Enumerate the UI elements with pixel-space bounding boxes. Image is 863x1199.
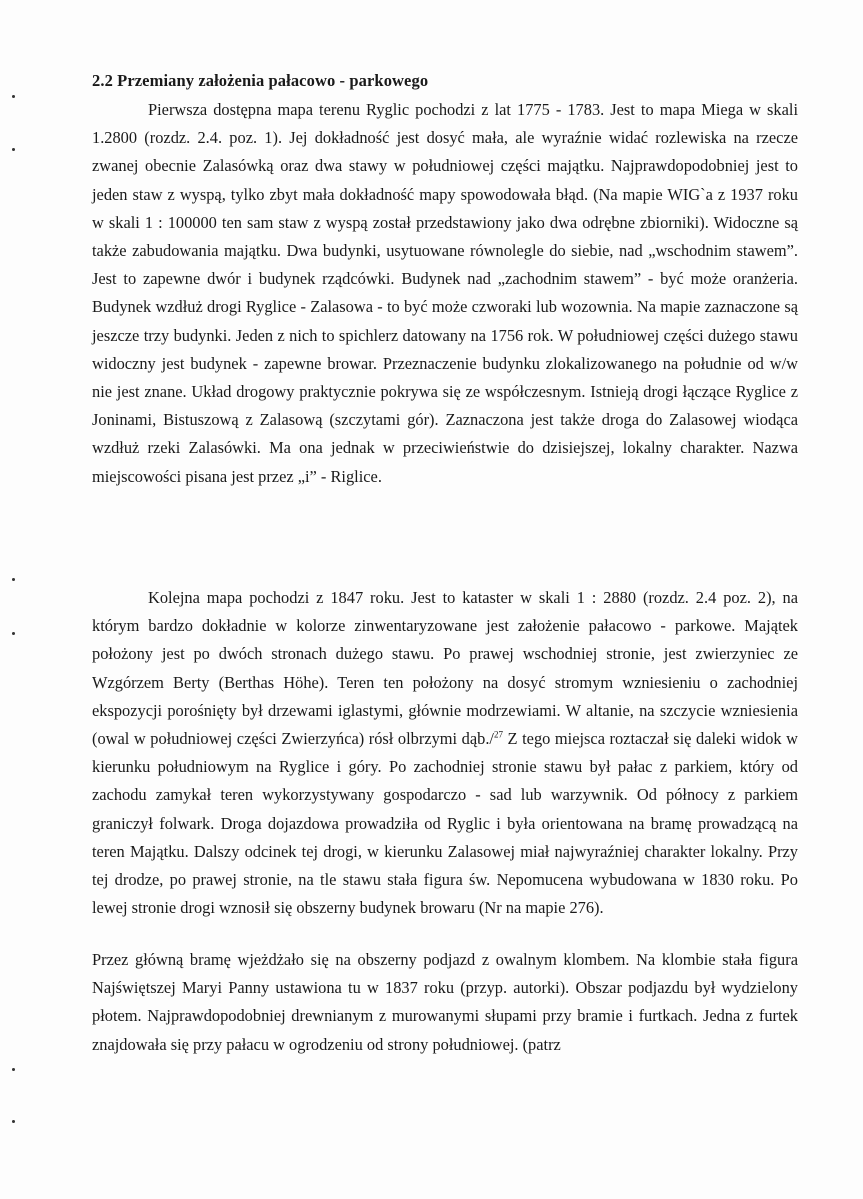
scan-speck bbox=[12, 632, 15, 635]
paragraph-3-text: Przez główną bramę wjeżdżało się na obszerny podjazd z owalnym klombem. Na klombie stała figura Najświętszej Maryi Panny ustawiona tu w 1837 roku (przyp. autorki). Obszar podjazdu był wydzielony płotem. Najprawdopodobniej drewnianym z murowanymi słupami przy bramie i furtkach. Jedna z furtek znajdowała się przy pałacu w ogrodzeniu od strony południowej. (patrz bbox=[92, 950, 798, 1054]
paragraph-2-text-a: Kolejna mapa pochodzi z 1847 roku. Jest to kataster w skali 1 : 2880 (rozdz. 2.4 poz. 2), na którym bardzo dokładnie w kolorze zinwentaryzowane jest założenie pałacowo - parkowe. Majątek położony jest po dwóch stronach dużego stawu. Po prawej wschodniej stronie, jest zwierzyniec ze Wzgórzem Berty (Berthas Höhe). Teren ten położony na dosyć stromym wzniesieniu o zachodniej ekspozycji porośnięty był drzewami iglastymi, głównie modrzewiami. W altanie, na szczycie wzniesienia (owal w południowej części Zwierzyńca) rósł olbrzymi dąb./ bbox=[92, 588, 798, 749]
section-heading: 2.2 Przemiany założenia pałacowo - parkowego bbox=[92, 71, 429, 90]
scan-speck bbox=[12, 1120, 15, 1123]
scan-speck bbox=[12, 1068, 15, 1071]
scan-speck bbox=[12, 148, 15, 151]
paragraph-1 bbox=[92, 96, 798, 491]
paragraph-3 bbox=[92, 946, 798, 1059]
paragraph-2 bbox=[92, 584, 798, 922]
scan-speck bbox=[12, 578, 15, 581]
footnote-marker: 27 bbox=[493, 729, 503, 740]
paragraph-2-text-b: Z tego miejsca roztaczał się daleki widok w kierunku południowym na Ryglice i góry. Po zachodniej stronie stawu był pałac z parkiem, który od zachodu zamykał teren wykorzystywany gospodarczo - sad lub warzywnik. Od północy z parkiem graniczył folwark. Droga dojazdowa prowadziła od Ryglic i była orientowana na bramę prowadzącą na teren Majątku. Dalszy odcinek tej drogi, w kierunku Zalasowej miał najwyraźniej charakter lokalny. Przy tej drodze, po prawej stronie, na tle stawu stała figura św. Nepomucena wybudowana w 1830 roku. Po lewej stronie drogi wznosił się obszerny budynek browaru (Nr na mapie 276). bbox=[92, 729, 798, 918]
paragraph-1-text: Pierwsza dostępna mapa terenu Ryglic pochodzi z lat 1775 - 1783. Jest to mapa Miega w skali 1.2800 (rozdz. 2.4. poz. 1). Jej dokładność jest dosyć mała, ale wyraźnie widać rozlewiska na rzecze zwanej obecnie Zalasówką oraz dwa stawy w południowej części majątku. Najprawdopodobniej jest to jeden staw z wyspą, tylko zbyt mała dokładność mapy spowodowała błąd. (Na mapie WIG`a z 1937 roku w skali 1 : 100000 ten sam staw z wyspą został przedstawiony jako dwa odrębne zbiorniki). Widoczne są także zabudowania majątku. Dwa budynki, usytuowane równolegle do siebie, nad „wschodnim stawem”. Jest to zapewne dwór i budynek rządcówki. Budynek nad „zachodnim stawem” - być może oranżeria. Budynek wzdłuż drogi Ryglice - Zalasowa - to być może czworaki lub wozownia. Na mapie zaznaczone są jeszcze trzy budynki. Jeden z nich to spichlerz datowany na 1756 rok. W południowej części dużego stawu widoczny jest budynek - zapewne browar. Przeznaczenie budynku zlokalizowanego na południe od w/w nie jest znane. Układ drogowy praktycznie pokrywa się ze współczesnym. Istnieją drogi łączące Ryglice z Joninami, Bistuszową z Zalasową (szczytami gór). Zaznaczona jest także droga do Zalasowej wiodąca wzdłuż rzeki Zalasówki. Ma ona jednak w przeciwieństwie do dzisiejszej, lokalny charakter. Nazwa miejscowości pisana jest przez „i” - Riglice. bbox=[92, 100, 798, 486]
scan-speck bbox=[12, 95, 15, 98]
